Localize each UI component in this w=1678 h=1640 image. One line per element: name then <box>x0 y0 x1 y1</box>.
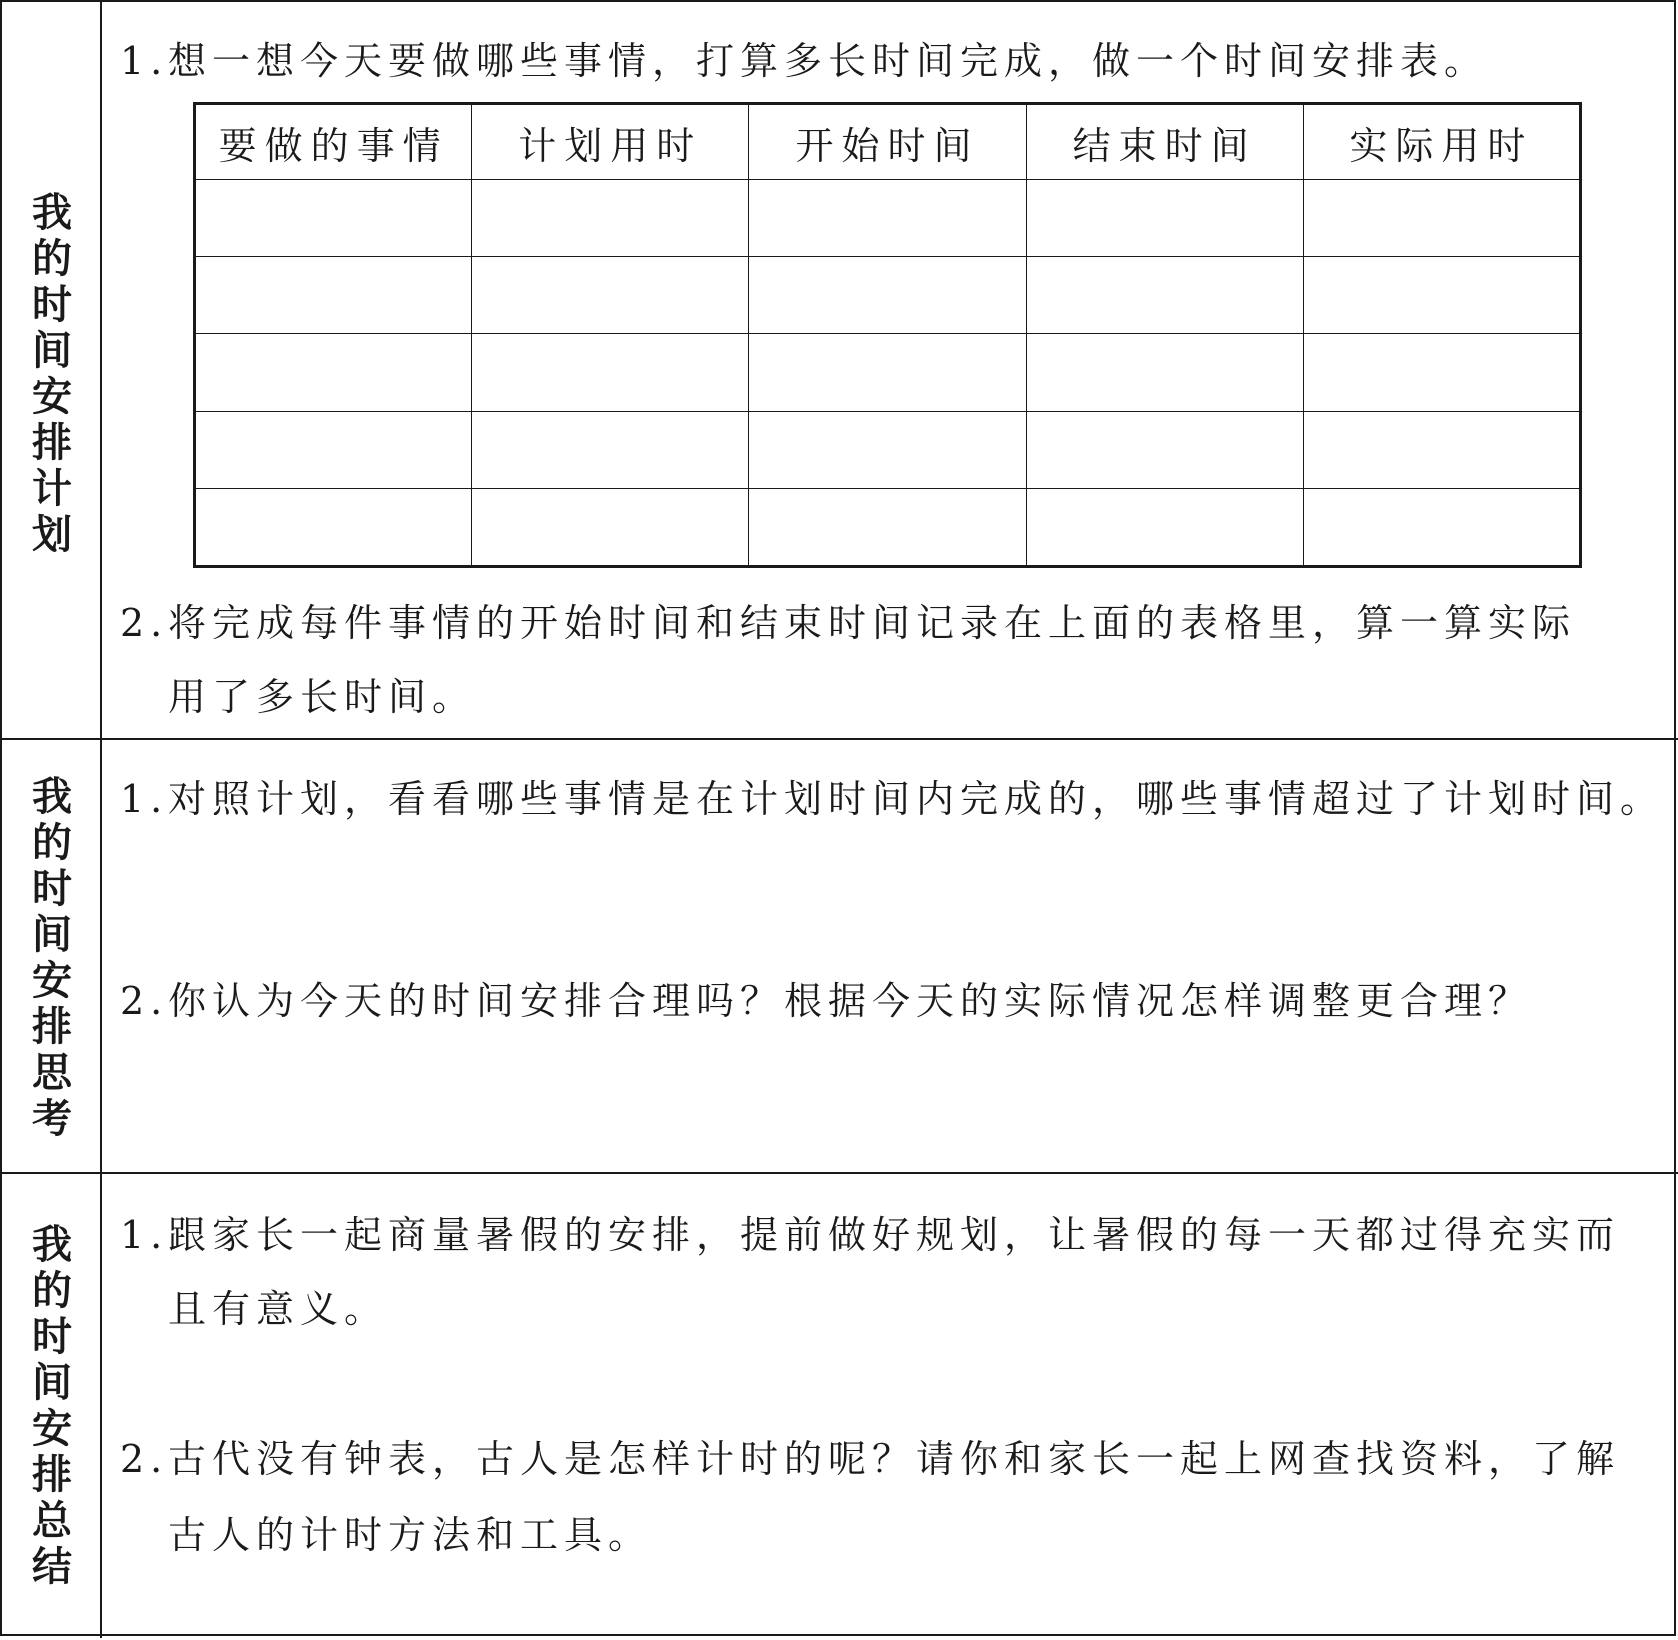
item-text: 古代没有钟表，古人是怎样计时的呢？请你和家长一起上网查找资料，了解 <box>168 1437 1621 1481</box>
table-header-cell: 结束时间 <box>1026 104 1303 180</box>
item-number: 1. <box>120 777 169 821</box>
label-char: 安 <box>32 374 72 420</box>
table-cell[interactable] <box>195 488 472 566</box>
label-char: 的 <box>32 1268 72 1314</box>
item-text: 你认为今天的时间安排合理吗？根据今天的实际情况怎样调整更合理？ <box>168 979 1533 1023</box>
table-cell[interactable] <box>472 180 749 257</box>
item-text: 跟家长一起商量暑假的安排，提前做好规划，让暑假的每一天都过得充实而 <box>168 1213 1621 1257</box>
table-cell[interactable] <box>1026 334 1303 411</box>
section-divider-2 <box>2 1172 1678 1174</box>
table-header-row <box>195 104 1581 180</box>
label-column-divider <box>100 2 102 1638</box>
label-char: 间 <box>32 328 72 374</box>
label-char: 排 <box>32 1452 72 1498</box>
table-cell[interactable] <box>1303 411 1580 488</box>
item-number: 2. <box>120 1437 169 1481</box>
item-number: 1. <box>120 1213 169 1257</box>
label-char: 思 <box>32 1050 72 1096</box>
table-cell[interactable] <box>195 180 472 257</box>
label-char: 时 <box>32 282 72 328</box>
reflection-item-1 <box>120 768 1664 823</box>
table-cell[interactable] <box>1303 180 1580 257</box>
table-cell[interactable] <box>472 257 749 334</box>
table-header-cell: 计划用时 <box>472 104 749 180</box>
label-char: 排 <box>32 1004 72 1050</box>
plan-item-2 <box>120 592 1576 647</box>
table-header-cell: 实际用时 <box>1303 104 1580 180</box>
table-cell[interactable] <box>1303 257 1580 334</box>
table-cell[interactable] <box>195 411 472 488</box>
label-char: 我 <box>32 190 72 236</box>
table-cell[interactable] <box>472 334 749 411</box>
table-cell[interactable] <box>749 180 1026 257</box>
section-label-summary <box>16 1222 88 1590</box>
table-cell[interactable] <box>1303 334 1580 411</box>
table-row <box>195 180 1581 257</box>
table-cell[interactable] <box>749 257 1026 334</box>
table-row <box>195 257 1581 334</box>
table-cell[interactable] <box>749 334 1026 411</box>
section-label-reflection <box>16 774 88 1142</box>
summary-item-1 <box>120 1204 1620 1259</box>
section-label-plan <box>16 190 88 558</box>
item-number: 2. <box>120 979 169 1023</box>
summary-item-2 <box>120 1428 1620 1483</box>
table-row <box>195 411 1581 488</box>
label-char: 间 <box>32 1360 72 1406</box>
table-cell[interactable] <box>472 488 749 566</box>
section-divider-1 <box>2 738 1678 740</box>
table-cell[interactable] <box>195 334 472 411</box>
label-char: 考 <box>32 1096 72 1142</box>
label-char: 我 <box>32 1222 72 1268</box>
label-char: 总 <box>32 1498 72 1544</box>
label-char: 计 <box>32 466 72 512</box>
table-cell[interactable] <box>749 488 1026 566</box>
table-header-cell: 要做的事情 <box>195 104 472 180</box>
label-char: 时 <box>32 866 72 912</box>
table-cell[interactable] <box>1026 180 1303 257</box>
label-char: 间 <box>32 912 72 958</box>
table-cell[interactable] <box>1303 488 1580 566</box>
item-number: 2. <box>120 601 169 645</box>
label-char: 的 <box>32 236 72 282</box>
item-text: 对照计划，看看哪些事情是在计划时间内完成的，哪些事情超过了计划时间。 <box>168 777 1665 821</box>
label-char: 排 <box>32 420 72 466</box>
table-cell[interactable] <box>1026 411 1303 488</box>
label-char: 安 <box>32 958 72 1004</box>
table-cell[interactable] <box>195 257 472 334</box>
table-header-cell: 开始时间 <box>749 104 1026 180</box>
reflection-item-2 <box>120 970 1532 1025</box>
summary-item-1-continuation: 且有意义。 <box>168 1287 389 1331</box>
summary-item-2-continuation: 古人的计时方法和工具。 <box>168 1513 653 1557</box>
plan-item-2-continuation: 用了多长时间。 <box>168 675 477 719</box>
table-row <box>195 334 1581 411</box>
label-char: 划 <box>32 512 72 558</box>
table-cell[interactable] <box>1026 257 1303 334</box>
table-cell[interactable] <box>1026 488 1303 566</box>
label-char: 结 <box>32 1544 72 1590</box>
table-cell[interactable] <box>472 411 749 488</box>
label-char: 安 <box>32 1406 72 1452</box>
item-text: 想一想今天要做哪些事情，打算多长时间完成，做一个时间安排表。 <box>168 39 1489 83</box>
label-char: 的 <box>32 820 72 866</box>
label-char: 时 <box>32 1314 72 1360</box>
table-row <box>195 488 1581 566</box>
item-number: 1. <box>120 39 169 83</box>
label-char: 我 <box>32 774 72 820</box>
time-schedule-table <box>193 102 1582 568</box>
item-text: 将完成每件事情的开始时间和结束时间记录在上面的表格里，算一算实际 <box>168 601 1577 645</box>
table-cell[interactable] <box>749 411 1026 488</box>
plan-item-1 <box>120 30 1488 85</box>
